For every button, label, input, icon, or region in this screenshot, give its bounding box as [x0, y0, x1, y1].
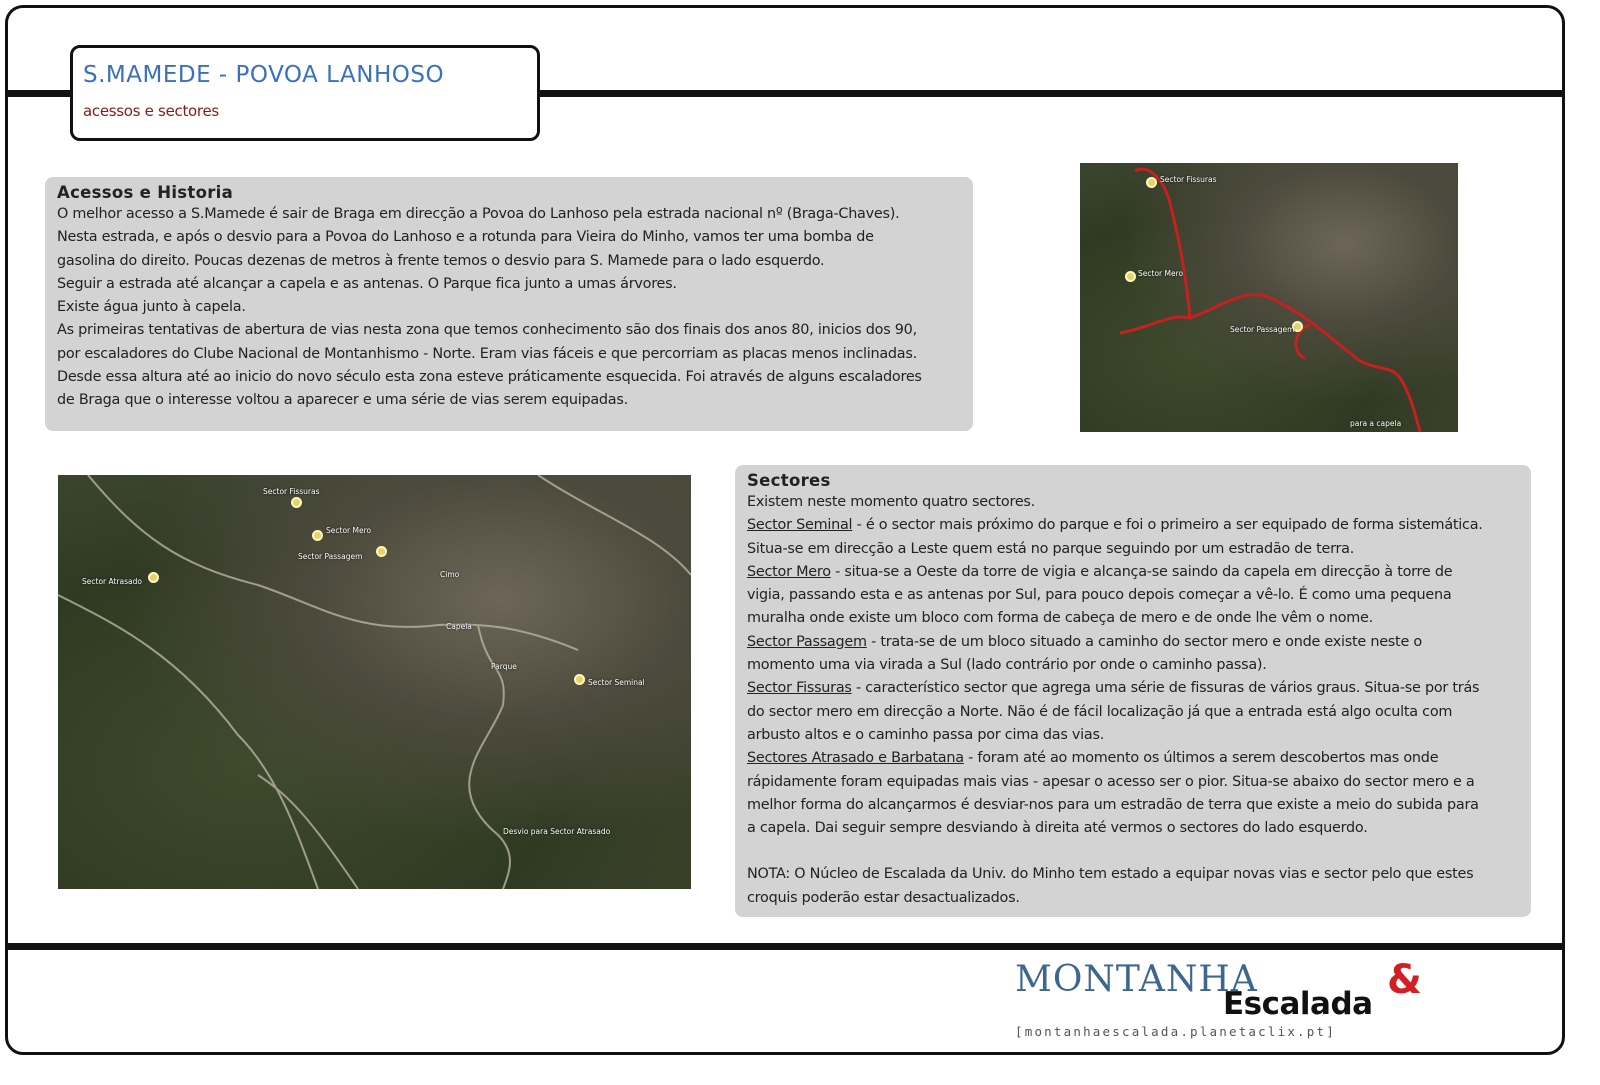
sector-seminal — [747, 514, 1519, 537]
sectores-heading: Sectores — [747, 471, 831, 490]
text-line: do sector mero em direcção a Norte. Não é de fácil localização já que a entrada está algo oculta com — [747, 703, 1453, 720]
sector-atrasado — [747, 747, 1519, 770]
sector-name: Sector Passagem — [747, 633, 867, 650]
note-line: NOTA: O Núcleo de Escalada da Univ. do Minho tem estado a equipar novas vias e sector pelo que estes — [747, 866, 1474, 883]
text-line: vigia, passando esta e as antenas por Sul, para pouco depois começar a vê-lo. É como uma pequena — [747, 587, 1452, 604]
text-line: Seguir a estrada até alcançar a capela e as antenas. O Parque fica junto a umas árvores. — [57, 275, 677, 292]
text-line: Nesta estrada, e após o desvio para a Povoa do Lanhoso e a rotunda para Vieira do Minho, vamos ter uma bomba de — [57, 229, 874, 246]
text-line: Situa-se em direcção a Leste quem está no parque seguindo por um estradão de terra. — [747, 540, 1355, 557]
sectores-panel — [735, 465, 1531, 917]
sector-mero — [747, 561, 1519, 584]
sector-text: - trata-se de um bloco situado a caminho do sector mero e onde existe neste o — [866, 633, 1422, 650]
text-line: muralha onde existe um bloco com forma de cabeça de mero e de onde lhe vêm o nome. — [747, 610, 1373, 627]
text-line: Existe água junto à capela. — [57, 299, 246, 316]
map-label: Sector Passagem — [1230, 325, 1295, 334]
text-line: por escaladores do Clube Nacional de Montanhismo - Norte. Eram vias fáceis e que percorriam as placas menos inclinadas. — [57, 345, 917, 362]
sector-passagem — [747, 631, 1519, 654]
logo-ampersand: & — [1387, 957, 1422, 1003]
text-line: momento uma via virada a Sul (lado contrário por onde o caminho passa). — [747, 657, 1267, 674]
logo-url: [montanhaescalada.planetaclix.pt] — [1015, 1024, 1336, 1039]
map-label: para a capela — [1350, 419, 1402, 428]
map-label: Sector Fissuras — [263, 487, 320, 496]
map-label: Capela — [446, 622, 472, 631]
text-line: Existem neste momento quatro sectores. — [747, 494, 1036, 510]
sector-text: - característico sector que agrega uma série de fissuras de vários graus. Situa-se por trás — [851, 680, 1480, 697]
sector-text: - é o sector mais próximo do parque e foi o primeiro a ser equipado de forma sistemática. — [852, 517, 1483, 534]
montanha-escalada-logo — [1015, 958, 1435, 1042]
text-line: melhor forma do alcançarmos é desviar-nos para um estradão de terra que existe a meio do subida para — [747, 796, 1479, 813]
sector-name: Sector Mero — [747, 563, 831, 580]
map-label: Sector Fissuras — [1160, 175, 1217, 184]
sector-name: Sector Fissuras — [747, 680, 852, 697]
map-label: Sector Atrasado — [82, 577, 142, 586]
map-label: Sector Mero — [1138, 269, 1184, 278]
acessos-panel — [45, 177, 973, 431]
text-line: arbusto altos e o caminho passa por cima das vias. — [747, 726, 1105, 743]
map-label: Sector Seminal — [588, 678, 645, 687]
map-label: Sector Passagem — [298, 552, 363, 561]
sector-name: Sectores Atrasado e Barbatana — [747, 750, 964, 767]
bottom-divider — [8, 943, 1564, 950]
text-line: As primeiras tentativas de abertura de vias nesta zona que temos conhecimento são dos finais dos anos 80, inicios dos 90, — [57, 322, 917, 339]
page-title: S.MAMEDE - POVOA LANHOSO — [83, 62, 445, 88]
sector-name: Sector Seminal — [747, 517, 853, 534]
map-label: Desvio para Sector Atrasado — [503, 827, 611, 836]
sector-text: - foram até ao momento os últimos a serem descobertos mas onde — [963, 750, 1439, 767]
acessos-heading: Acessos e Historia — [57, 183, 234, 202]
logo-word-escalada: Escalada — [1223, 986, 1373, 1022]
text-line: rápidamente foram equipadas mais vias - apesar o acesso ser o pior. Situa-se abaixo do sector mero e a — [747, 773, 1475, 790]
text-line: a capela. Dai seguir sempre desviando à direita até vermos o sectores do lado esquerdo. — [747, 820, 1368, 837]
text-line: Desde essa altura até ao inicio do novo século esta zona esteve práticamente esquecida. Foi através de alguns escaladores — [57, 369, 922, 386]
text-line: gasolina do direito. Poucas dezenas de metros à frente temos o desvio para S. Mamede para o lado esquerdo. — [57, 252, 825, 269]
sector-text: - situa-se a Oeste da torre de vigia e alcança-se saindo da capela em direcção à torre de — [830, 563, 1453, 580]
large-satellite-map — [58, 475, 691, 889]
map-label: Parque — [491, 662, 517, 671]
note-line: croquis poderão estar desactualizados. — [747, 889, 1020, 906]
map-label: Sector Mero — [326, 526, 372, 535]
logo-word-montanha: MONTANHA — [1015, 959, 1258, 1000]
text-line: de Braga que o interesse voltou a aparecer e uma série de vias serem equipadas. — [57, 392, 628, 409]
small-satellite-map — [1080, 163, 1458, 432]
map-label: Cimo — [440, 570, 460, 579]
page-subtitle: acessos e sectores — [83, 102, 219, 120]
text-line: O melhor acesso a S.Mamede é sair de Braga em direcção a Povoa do Lanhoso pela estrada nacional nº (Braga-Chaves). — [57, 206, 900, 222]
sector-fissuras — [747, 677, 1519, 700]
title-box — [70, 45, 540, 141]
